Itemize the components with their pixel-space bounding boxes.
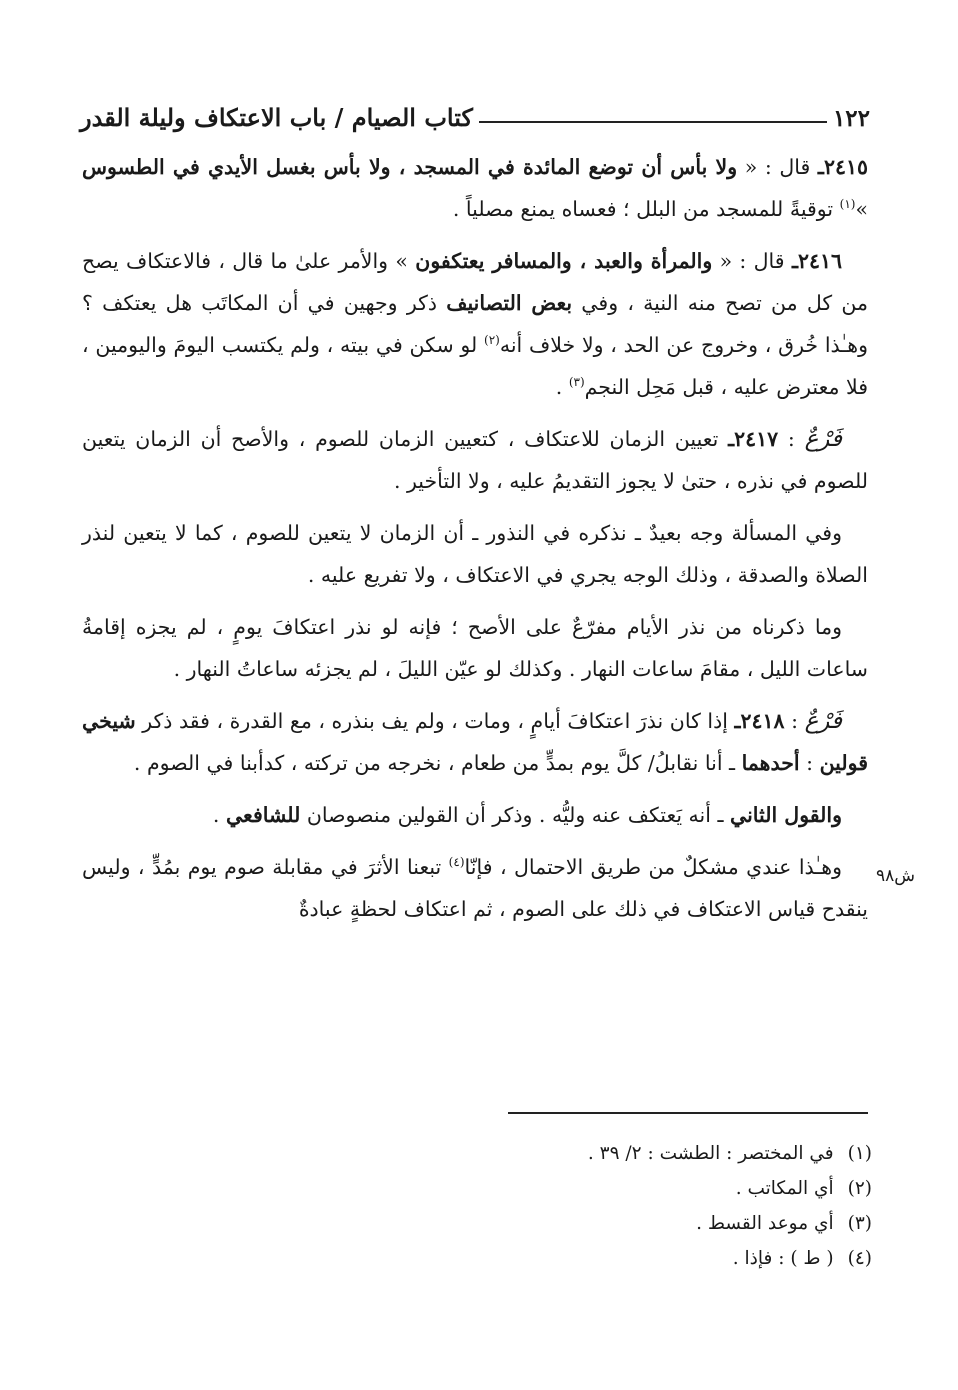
page-number: ١٢٢ — [832, 105, 870, 132]
paragraph-ayyam: وما ذكرناه من نذر الأيام مفرّعٌ على الأصح ؛ فإنه لو نذر اعتكافَ يومٍ ، لم يجزه إقامةُ ساعات الليل ، مقامَ ساعات النهار . وكذلك لو عيّن الليلَ ، لم يجزئه ساعاتُ النهار . — [82, 615, 868, 681]
paragraph-thani: والقول الثاني ـ أنه يَعتكف عنه وليُّه . وذكر أن القولين منصوصان للشافعي . — [212, 803, 842, 827]
footnote-number: (٤) — [847, 1248, 872, 1269]
bold-reference: والقول الثاني — [730, 803, 842, 827]
entry-number: ٢٤١٦ـ — [791, 249, 842, 273]
far-heading: فَرْعٌ — [804, 708, 842, 734]
entry-number: ٢٤١٧ـ — [728, 427, 779, 451]
paragraph-wajh: وفي المسألة وجه بعيدٌ ـ نذكره في النذور ـ أن الزمان لا يتعين للصوم ، كما لا يتعين لنذر الصلاة والصدقة ، وذلك الوجه يجري في الاعتكاف ، ولا تفريع عليه . — [82, 521, 868, 587]
footnote-ref: (٤) — [448, 855, 465, 870]
paragraph-2417: فَرْعٌ : ٢٤١٧ـ تعيين الزمان للاعتكاف ، كتعيين الزمان للصوم ، والأصح أن الزمان يتعين للصوم في نذره ، حتىٰ لا يجوز التقديمُ عليه ، ولا التأخير . — [82, 426, 868, 493]
footnote-item — [82, 1171, 872, 1206]
footnote-item — [82, 1241, 872, 1276]
running-header — [80, 88, 870, 132]
quoted-text: ولا بأس أن توضع المائدة في المسجد ، ولا بأس بغسل الأيدي في الطسوس — [82, 155, 738, 179]
footnote-item — [82, 1206, 872, 1241]
footnote-number: (٢) — [847, 1178, 872, 1199]
header-title: كتاب الصيام / باب الاعتكاف وليلة القدر — [80, 103, 473, 132]
bold-reference: بعض التصانيف — [446, 291, 573, 315]
header-rule — [479, 121, 827, 123]
footnote-ref: (١) — [839, 197, 856, 212]
main-text — [82, 146, 868, 940]
bold-reference: أحدهما — [741, 751, 800, 775]
footnote-text: في المختصر : الطشت : ٢/ ٣٩ . — [587, 1143, 834, 1164]
paragraph-2418: فَرْعٌ : ٢٤١٨ـ إذا كان نذرَ اعتكافَ أيامٍ ، ومات ، ولم يف بنذره ، مع القدرة ، فقد ذكر شيخي قولين : أحدهما ـ أنا نقابلُ/ كلَّ يوم بمدٍّ من طعام ، نخرجه من تركته ، كدأبنا في الصوم . — [82, 708, 868, 775]
entry-number: ٢٤١٥ـ — [817, 155, 868, 179]
bold-reference: شيخي قولين — [82, 709, 868, 775]
entry-number: ٢٤١٨ـ — [734, 709, 785, 733]
footnote-text: ( ط ) : فإذا . — [732, 1248, 834, 1269]
bold-reference: للشافعي — [225, 803, 301, 827]
paragraph-2415: ٢٤١٥ـ قال : « ولا بأس أن توضع المائدة في المسجد ، ولا بأس بغسل الأيدي في الطسوس »$^{(١)}$ توقيةً للمسجد من البلل ؛ فعساه يمنع مصلياً . — [82, 155, 868, 221]
quoted-text: والمرأة والعبد ، والمسافر يعتكفون — [415, 249, 713, 273]
footnote-item — [82, 1136, 872, 1171]
paragraph-2416: ٢٤١٦ـ قال : « والمرأة والعبد ، والمسافر يعتكفون » والأمر علىٰ ما قال ، فالاعتكاف يصح من كل من تصح منه النية ، وفي بعض التصانيف ذكر وجهين في أن المكاتَب هل يعتكف ؟ وهـٰذا خُرق ، وخروج عن الحد ، ولا خلاف أنه$^{(٢)}$ لو سكن في بيته ، ولم يكتسب اليومَ واليومين ، فلا معترض عليه ، قبل مَحِل النجم$^{(٣)}$ . — [82, 249, 868, 399]
footnotes — [82, 1136, 872, 1276]
margin-manuscript-ref: ش٩٨ — [876, 866, 916, 886]
footnote-number: (٣) — [847, 1213, 872, 1234]
far-heading: فَرْعٌ — [804, 426, 842, 452]
footnote-rule — [508, 1112, 868, 1114]
footnote-ref: (٣) — [568, 375, 585, 390]
footnote-text: أي موعد القسط . — [696, 1213, 834, 1234]
footnote-ref: (٢) — [484, 333, 500, 348]
footnote-text: أي المكاتب . — [735, 1178, 834, 1199]
paragraph-mushkil: وهـٰذا عندي مشكلٌ من طريق الاحتمال ، فإنّا$^{(٤)}$ تبعنا الأثرَ في مقابلة صوم يوم بمُدٍّ ، وليس ينقدح قياس الاعتكاف في ذلك على الصوم ، ثم اعتكاف لحظةٍ عبادةٌ — [82, 855, 868, 921]
footnote-number: (١) — [847, 1143, 872, 1164]
